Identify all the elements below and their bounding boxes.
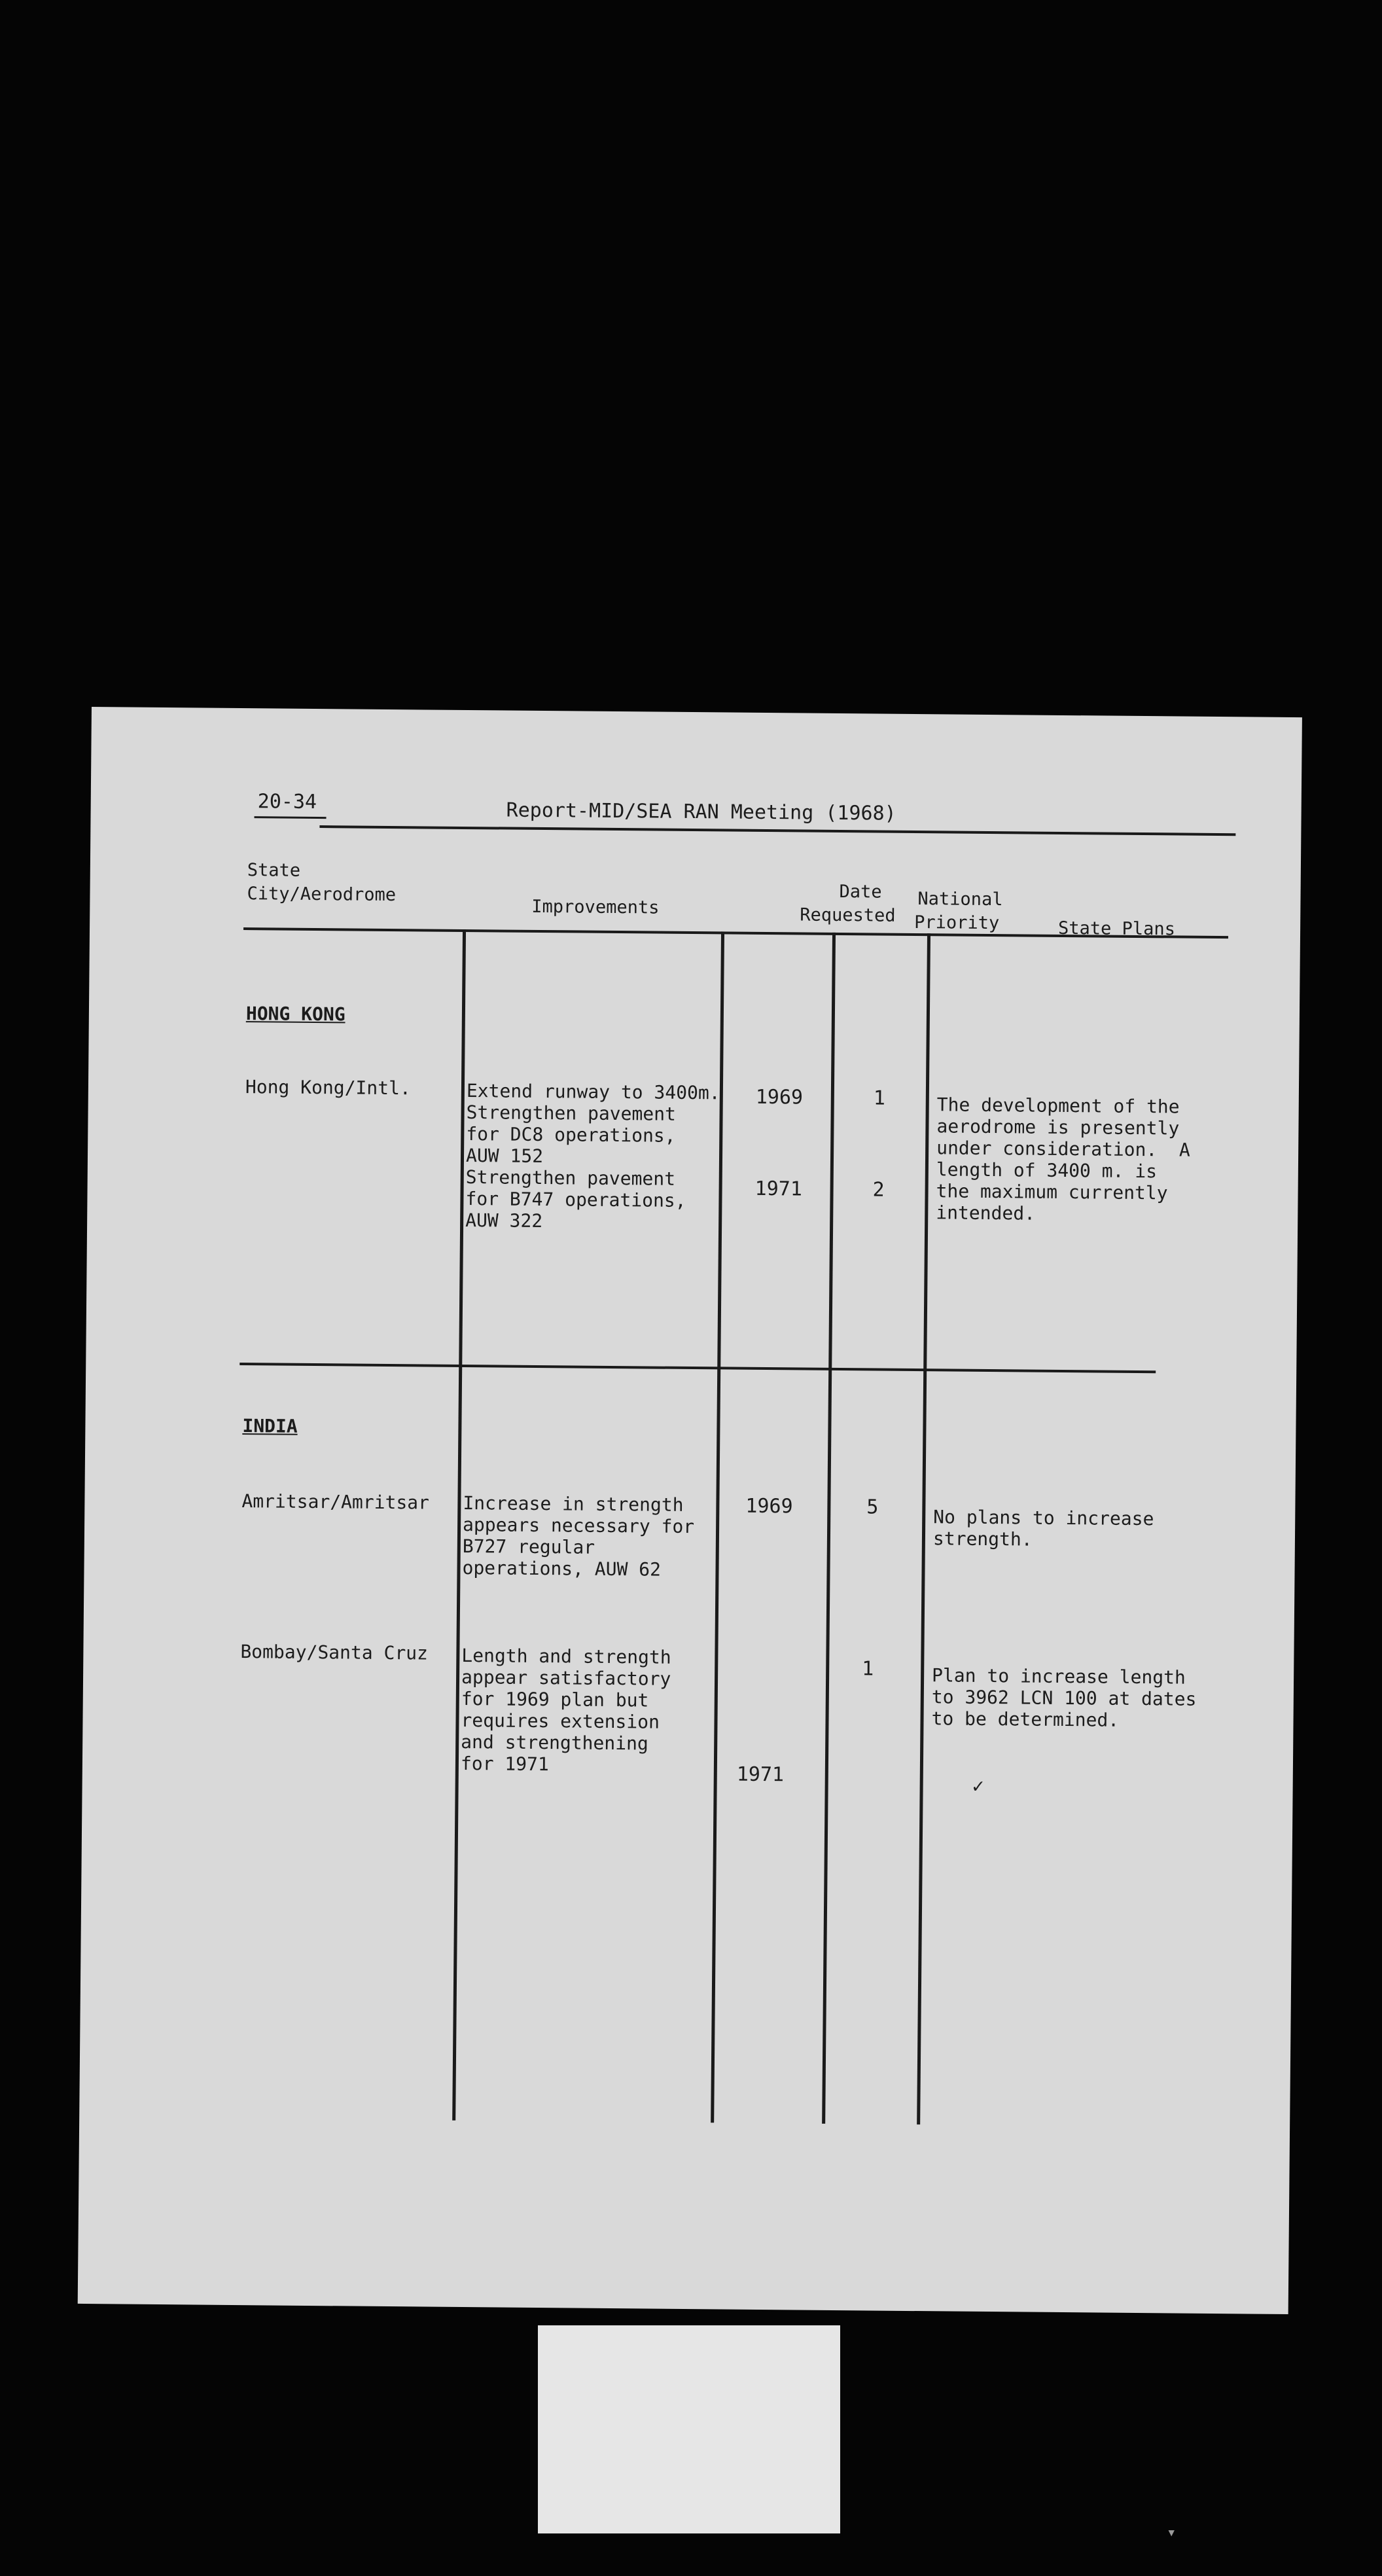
section-heading: INDIA — [242, 1415, 298, 1437]
date-requested: 1969 — [755, 1085, 804, 1109]
document-page — [78, 707, 1302, 2314]
column-rule-3 — [822, 933, 836, 2124]
state-plans-text: Plan to increase length to 3962 LCN 100 at dates to be determined. — [931, 1664, 1197, 1731]
header-city-aerodrome: City/Aerodrome — [247, 884, 397, 906]
header-priority: Priority — [914, 912, 1000, 934]
column-rule-4 — [917, 933, 930, 2124]
report-title: Report-MID/SEA RAN Meeting (1968) — [506, 798, 896, 825]
header-date: Date — [839, 881, 882, 903]
national-priority: 5 — [866, 1495, 879, 1519]
city-aerodrome: Bombay/Santa Cruz — [240, 1641, 429, 1664]
header-requested: Requested — [800, 904, 896, 926]
header-national: National — [917, 889, 1003, 910]
date-requested: 1971 — [736, 1762, 785, 1787]
header-state-plans: State Plans — [1057, 918, 1176, 940]
city-aerodrome: Amritsar/Amritsar — [241, 1490, 430, 1514]
city-aerodrome: Hong Kong/Intl. — [245, 1076, 411, 1100]
national-priority: 1 — [862, 1657, 874, 1681]
improvements-text: Length and strength appear satisfactory for 1969 plan but requires extension and strengthening for 1971 — [460, 1644, 671, 1776]
check-mark-icon: ✓ — [972, 1774, 984, 1798]
title-rule — [319, 825, 1235, 836]
improvements-text: Increase in strength appears necessary for B727 regular operations, AUW 62 — [462, 1492, 695, 1581]
header-improvements: Improvements — [531, 896, 660, 918]
section-divider — [239, 1363, 1156, 1373]
page-number-underline — [255, 816, 327, 819]
film-corner-mark-icon: ▾ — [1167, 2523, 1177, 2541]
blank-label-card — [538, 2325, 840, 2533]
page-number: 20-34 — [257, 790, 317, 814]
state-plans-text: The development of the aerodrome is presently under consideration. A length of 3400 m. is the maximum currently intended. — [936, 1094, 1191, 1225]
improvements-text: Extend runway to 3400m. Strengthen pavement for DC8 operations, AUW 152 Strengthen pavement for B747 operations, AUW 322 — [465, 1080, 720, 1232]
national-priority: 2 — [872, 1178, 885, 1202]
national-priority: 1 — [873, 1086, 886, 1110]
date-requested: 1971 — [754, 1177, 803, 1201]
state-plans-text: No plans to increase strength. — [932, 1506, 1154, 1550]
header-state: State — [247, 860, 301, 881]
date-requested: 1969 — [745, 1494, 793, 1518]
section-heading: HONG KONG — [245, 1003, 346, 1026]
